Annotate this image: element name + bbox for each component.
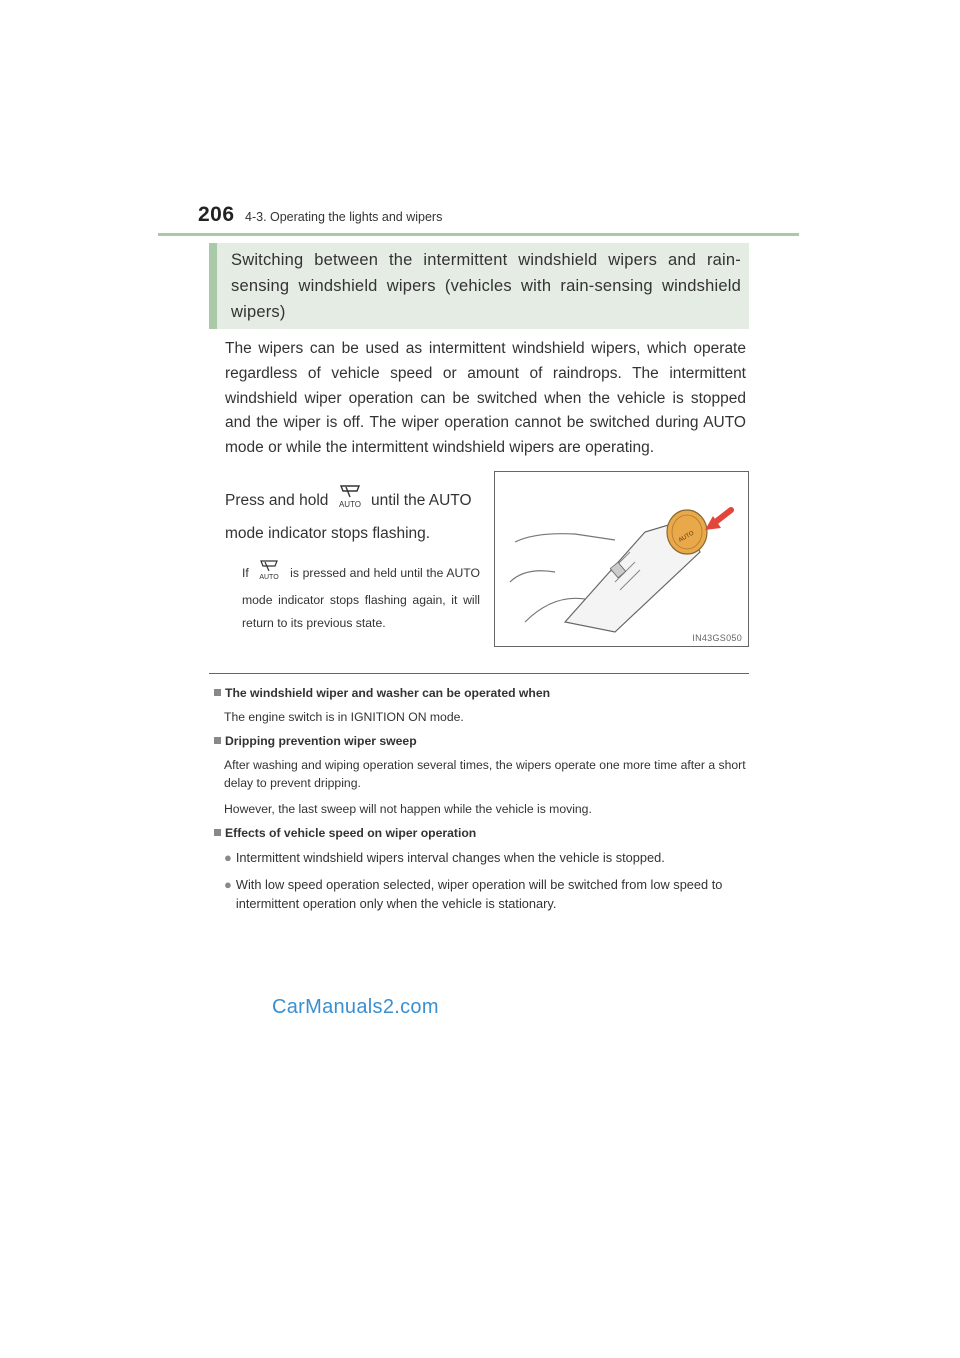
note-heading-text: The windshield wiper and washer can be operated when	[225, 686, 551, 700]
note-text: After washing and wiping operation several times, the wipers operate one more time after a short delay to prevent dripping.	[224, 758, 746, 790]
svg-text:AUTO: AUTO	[259, 574, 280, 581]
note-text-before: If	[242, 566, 249, 581]
note-group-operation	[214, 686, 754, 726]
bullet-item	[224, 875, 754, 913]
note-heading	[214, 826, 754, 840]
note-heading-text: Dripping prevention wiper sweep	[225, 734, 417, 748]
header-rule	[158, 233, 799, 236]
note-heading	[214, 686, 754, 700]
square-bullet-icon	[214, 829, 221, 836]
bullet-item	[224, 848, 754, 867]
section-title: Switching between the intermittent windshield wipers and rain-sensing windshield wipers (vehicles with rain-sensing windshield wipers)	[231, 251, 741, 321]
intro-paragraph: The wipers can be used as intermittent windshield wipers, which operate regardless of vehicle speed or amount of raindrops. The intermittent windshield wiper operation can be switched when the vehicle is stopped and the wiper is off. The wiper operation cannot be switched during AUTO mode or while the intermittent windshield wipers are operating.	[225, 340, 746, 457]
instruction-note	[242, 559, 480, 635]
square-bullet-icon	[214, 689, 221, 696]
svg-text:AUTO: AUTO	[338, 500, 361, 509]
watermark-link[interactable]: CarManuals2.com	[272, 996, 439, 1018]
section-divider	[209, 673, 749, 674]
instruction-text-after: until the AUTO mode indicator stops flashing.	[225, 492, 472, 542]
auto-wiper-icon	[337, 483, 363, 519]
circle-bullet-icon: ●	[224, 877, 232, 892]
page-number: 206	[198, 203, 235, 226]
note-text: The engine switch is in IGNITION ON mode.	[224, 710, 464, 724]
note-text-after: is pressed and held until the AUTO mode indicator stops flashing again, it will return to its previous state.	[242, 566, 481, 630]
note-heading	[214, 734, 754, 748]
notes-list	[214, 686, 754, 921]
wiper-switch-figure	[494, 471, 749, 647]
chapter-title: 4-3. Operating the lights and wipers	[245, 210, 443, 224]
auto-wiper-icon	[256, 559, 282, 589]
bullet-text: Intermittent windshield wipers interval changes when the vehicle is stopped.	[235, 850, 665, 865]
note-heading-text: Effects of vehicle speed on wiper operation	[225, 826, 477, 840]
bullet-text: With low speed operation selected, wiper operation will be switched from low speed to intermittent operation only when the vehicle is stationary.	[235, 877, 723, 911]
circle-bullet-icon: ●	[224, 850, 232, 865]
figure-caption: IN43GS050	[692, 633, 742, 643]
square-bullet-icon	[214, 737, 221, 744]
instruction-step	[225, 483, 485, 548]
section-heading-box	[209, 243, 749, 329]
knob-auto-label: AUTO	[677, 530, 696, 544]
note-group-speed	[214, 826, 754, 913]
wiper-lever-illustration	[495, 472, 748, 646]
note-group-dripping	[214, 734, 754, 818]
note-text: However, the last sweep will not happen while the vehicle is moving.	[224, 802, 592, 816]
instruction-text-before: Press and hold	[225, 492, 329, 510]
